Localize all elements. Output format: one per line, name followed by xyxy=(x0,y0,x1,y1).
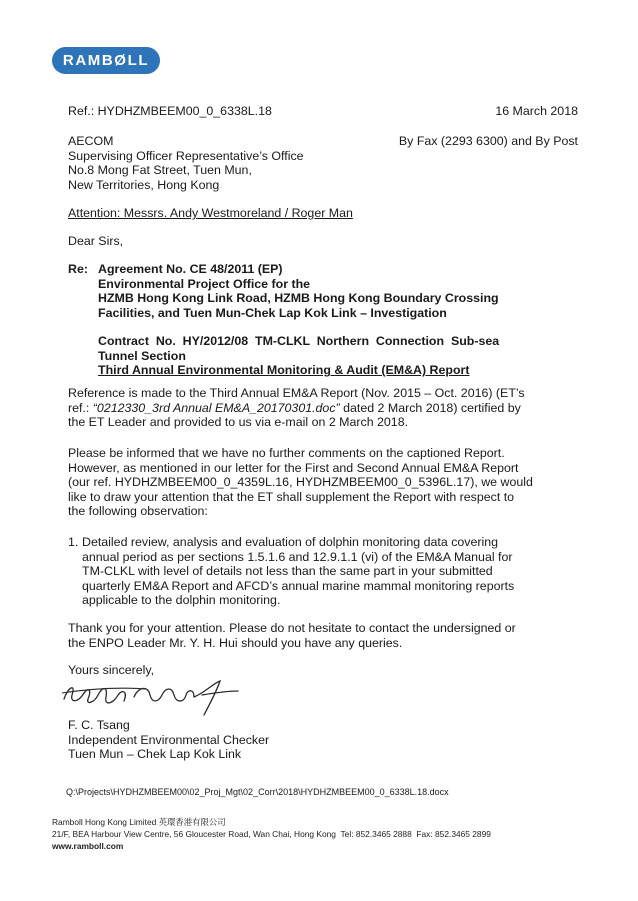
logo-text: RAMBØLL xyxy=(62,52,150,69)
contract-block xyxy=(98,334,580,378)
re-label: Re: xyxy=(68,262,88,276)
ref-prefix: ref.: xyxy=(68,400,93,415)
recipient-line: New Territories, Hong Kong xyxy=(68,177,220,192)
subject-line: Agreement No. CE 48/2011 (EP) xyxy=(98,262,283,276)
item-line: applicable to the dolphin monitoring. xyxy=(82,593,281,608)
paragraph-line: Thank you for your attention. Please do not hesitate to contact the undersigned or xyxy=(68,621,516,635)
ref-suffix: dated 2 March 2018) certified by xyxy=(339,400,521,415)
subject-line: Facilities, and Tuen Mun-Chek Lap Kok Link – Investigation xyxy=(98,305,447,320)
paragraph-line: the ENPO Leader Mr. Y. H. Hui should you have any queries. xyxy=(68,635,403,650)
recipient-line: No.8 Mong Fat Street, Tuen Mun, xyxy=(68,163,252,178)
footer-fax: Fax: 852.3465 2899 xyxy=(416,829,491,839)
footer-address: 21/F, BEA Harbour View Centre, 56 Gloucester Road, Wan Chai, Hong Kong xyxy=(52,829,336,839)
handwritten-signature xyxy=(58,673,248,719)
paragraph-line: the ET Leader and provided to us via e-mail on 2 March 2018. xyxy=(68,415,409,430)
item-number: 1. xyxy=(68,535,79,549)
footer-company: Ramboll Hong Kong Limited 英環香港有限公司 xyxy=(52,817,226,827)
paragraph-line xyxy=(68,401,580,416)
delivery-method: By Fax (2293 6300) and By Post xyxy=(398,134,578,148)
paragraph-line: (our ref. HYDHZMBEEM00_0_4359L.16, HYDHZMBEEM00_0_5396L.17), we would xyxy=(68,475,533,490)
observation-item xyxy=(82,535,580,608)
footer-address-line xyxy=(52,829,491,840)
attention-line: Attention: Messrs. Andy Westmoreland / Roger Man xyxy=(68,206,353,220)
subject-line: HZMB Hong Kong Link Road, HZMB Hong Kong Boundary Crossing xyxy=(98,291,499,306)
subject-line: Environmental Project Office for the xyxy=(98,276,311,291)
footer-tel: Tel: 852.3465 2888 xyxy=(340,829,412,839)
reference-number: Ref.: HYDHZMBEEM00_0_6338L.18 xyxy=(68,104,272,118)
paragraph-line: the following observation: xyxy=(68,504,208,519)
ramboll-logo xyxy=(52,47,160,74)
paragraph-line: Reference is made to the Third Annual EM&A Report (Nov. 2015 – Oct. 2016) (ET’s xyxy=(68,386,525,400)
item-line: quarterly EM&A Report and AFCD’s annual marine mammal monitoring reports xyxy=(82,578,515,593)
item-line: annual period as per sections 1.5.1.6 and 12.9.1.1 (vi) of the EM&A Manual for xyxy=(82,549,513,564)
signatory-block xyxy=(68,718,269,762)
subject-block xyxy=(98,262,588,320)
salutation: Dear Sirs, xyxy=(68,234,124,248)
recipient-line: Supervising Officer Representative’s Office xyxy=(68,148,304,163)
contract-line: Tunnel Section xyxy=(98,348,186,363)
document-filename: “0212330_3rd Annual EM&A_20170301.doc” xyxy=(92,400,340,415)
signatory-title: Independent Environmental Checker xyxy=(68,732,270,747)
recipient-line: AECOM xyxy=(68,134,114,148)
paragraph-line: However, as mentioned in our letter for the First and Second Annual EM&A Report xyxy=(68,460,519,475)
paragraph-reference xyxy=(68,386,580,430)
closing: Yours sincerely, xyxy=(68,663,155,677)
recipient-address xyxy=(68,134,304,192)
paragraph-line: Please be informed that we have no further comments on the captioned Report. xyxy=(68,446,505,460)
signatory-name: F. C. Tsang xyxy=(68,718,130,732)
item-line: TM-CLKL with level of details not less than the same part in your submitted xyxy=(82,564,493,579)
letter-date: 16 March 2018 xyxy=(495,104,578,118)
signatory-project: Tuen Mun – Chek Lap Kok Link xyxy=(68,747,242,762)
paragraph-comments xyxy=(68,446,580,519)
item-line: Detailed review, analysis and evaluation of dolphin monitoring data covering xyxy=(82,535,499,549)
paragraph-line: like to draw your attention that the ET shall supplement the Report with respect to xyxy=(68,489,515,504)
report-title: Third Annual Environmental Monitoring & Audit (EM&A) Report xyxy=(98,363,470,378)
footer-website[interactable]: www.ramboll.com xyxy=(52,841,124,851)
contract-line: Contract No. HY/2012/08 TM-CLKL Northern Connection Sub-sea xyxy=(98,334,500,348)
paragraph-thanks xyxy=(68,621,580,650)
file-path: Q:\Projects\HYDHZMBEEM00\02_Proj_Mgt\02_Corr\2018\HYDHZMBEEM00_0_6338L.18.docx xyxy=(66,787,449,797)
